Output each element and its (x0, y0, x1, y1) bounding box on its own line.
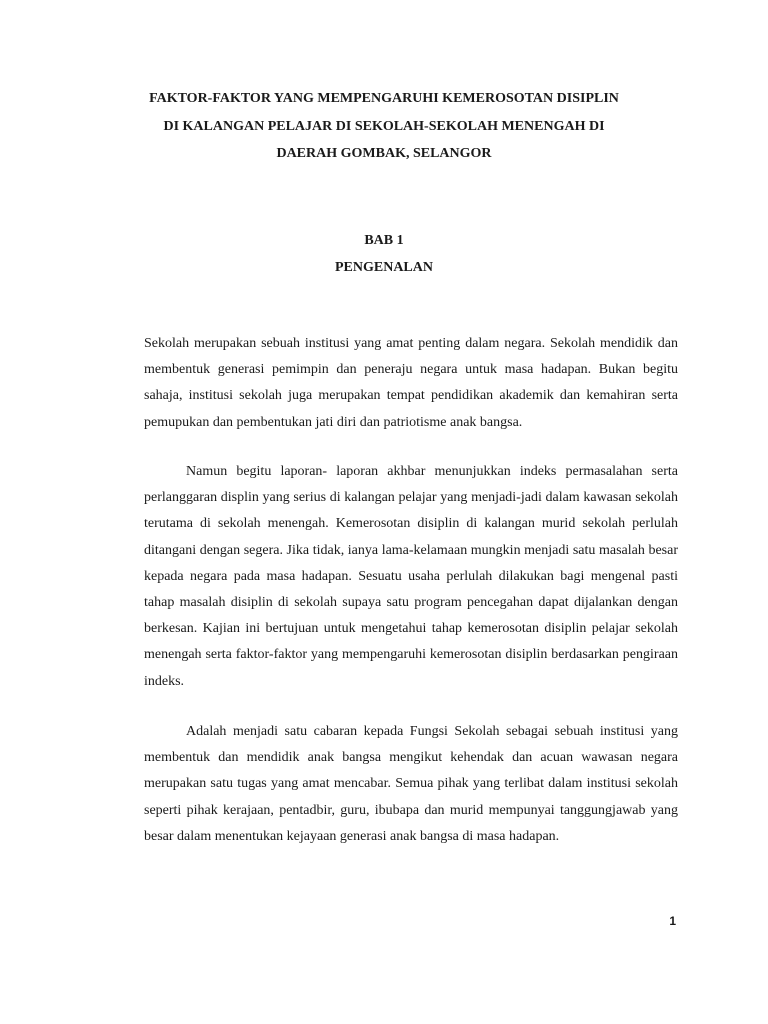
chapter-heading (100, 227, 668, 281)
page-number: 1 (669, 914, 676, 928)
title-line-1: FAKTOR-FAKTOR YANG MEMPENGARUHI KEMEROSOTAN DISIPLIN (149, 91, 619, 106)
chapter-number: BAB 1 (364, 233, 404, 248)
title-line-2: DI KALANGAN PELAJAR DI SEKOLAH-SEKOLAH MENENGAH DI (163, 118, 605, 134)
paragraph-1: Sekolah merupakan sebuah institusi yang amat penting dalam negara. Sekolah mendidik dan membentuk generasi pemimpin dan peneraju negara untuk masa hadapan. Bukan begitu sahaja, institusi sekolah juga merupakan tempat pendidikan akademik dan kemahiran serta pemupukan dan pembentukan jati diri dan patriotisme anak bangsa. (144, 336, 678, 430)
title-line-3: DAERAH GOMBAK, SELANGOR (276, 146, 492, 161)
paragraph-3: Adalah menjadi satu cabaran kepada Fungsi Sekolah sebagai sebuah institusi yang membentuk dan mendidik anak bangsa mengikut kehendak dan acuan wawasan negara merupakan satu tugas yang amat mencabar. Semua pihak yang terlibat dalam institusi sekolah seperti pihak kerajaan, pentadbir, guru, ibubapa dan murid mempunyai tanggungjawab yang besar dalam menentukan kejayaan generasi anak bangsa di masa hadapan. (144, 724, 678, 844)
chapter-title: PENGENALAN (334, 260, 433, 275)
document-title (100, 85, 668, 168)
paragraph-2: Namun begitu laporan- laporan akhbar menunjukkan indeks permasalahan serta perlanggaran displin yang serius di kalangan pelajar yang menjadi-jadi dalam kawasan sekolah terutama di sekolah menengah. Kemerosotan disiplin di kalangan murid sekolah perlulah ditangani dengan segera. Jika tidak, ianya lama-kelamaan mungkin menjadi satu masalah besar kepada negara pada masa hadapan. Sesuatu usaha perlulah dilakukan bagi mengenal pasti tahap masalah disiplin di sekolah supaya satu program pencegahan dapat dijalankan dengan berkesan. Kajian ini bertujuan untuk mengetahui tahap kemerosotan disiplin pelajar sekolah menengah serta faktor-faktor yang mempengaruhi kemerosotan disiplin berdasarkan pengiraan indeks. (144, 464, 678, 689)
